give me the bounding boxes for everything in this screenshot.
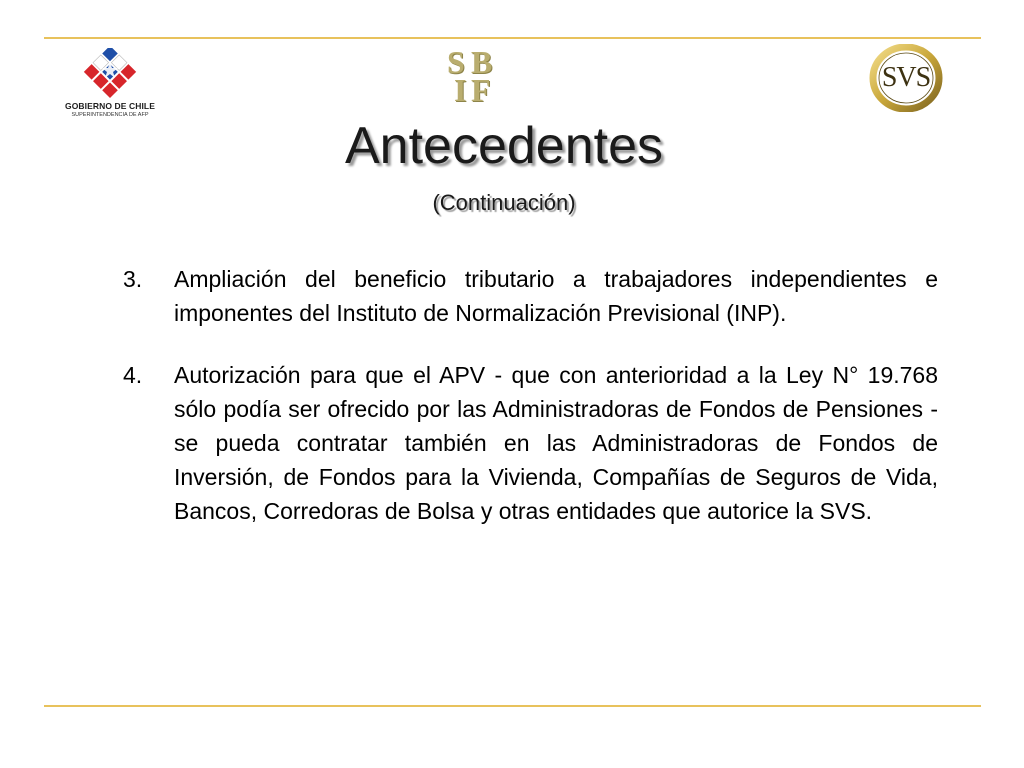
item-text: Ampliación del beneficio tributario a trabajadores independientes e imponentes del Instituto de Normalización Previsional (INP). (174, 266, 938, 326)
item-number: 4. (123, 362, 143, 388)
slide-subtitle: (Continuación) (432, 190, 576, 215)
list-item (120, 262, 938, 330)
sbif-letter-f: F (471, 72, 491, 108)
bottom-divider (44, 705, 981, 707)
gobierno-name: GOBIERNO DE CHILE (64, 101, 155, 111)
item-text: Autorización para que el APV - que con anterioridad a la Ley N° 19.768 sólo podía ser ofrecido por las Administradoras de Fondos de Pensiones - se pueda contratar también en las Administradoras de Fondos de Inversión, de Fondos para la Vivienda, Compañías de Seguros de Vida, Bancos, Corredoras de Bolsa y otras entidades que autorice la SVS. (174, 362, 938, 524)
sbif-letter-b: B (471, 44, 493, 80)
gobierno-emblem-icon (77, 48, 143, 100)
item-list (120, 262, 938, 556)
gobierno-de-chile-logo (55, 48, 165, 123)
top-divider (44, 37, 981, 39)
sbif-letter-i: I (454, 72, 467, 108)
gobierno-subtitle: SUPERINTENDENCIA DE AFP (71, 112, 149, 118)
svs-text: SVS (881, 62, 931, 93)
item-number: 3. (123, 266, 143, 292)
list-item (120, 358, 938, 528)
slide-title: Antecedentes (344, 117, 664, 175)
sbif-logo (444, 46, 506, 108)
svs-logo (868, 44, 944, 112)
sbif-letter-s: S (447, 44, 465, 80)
